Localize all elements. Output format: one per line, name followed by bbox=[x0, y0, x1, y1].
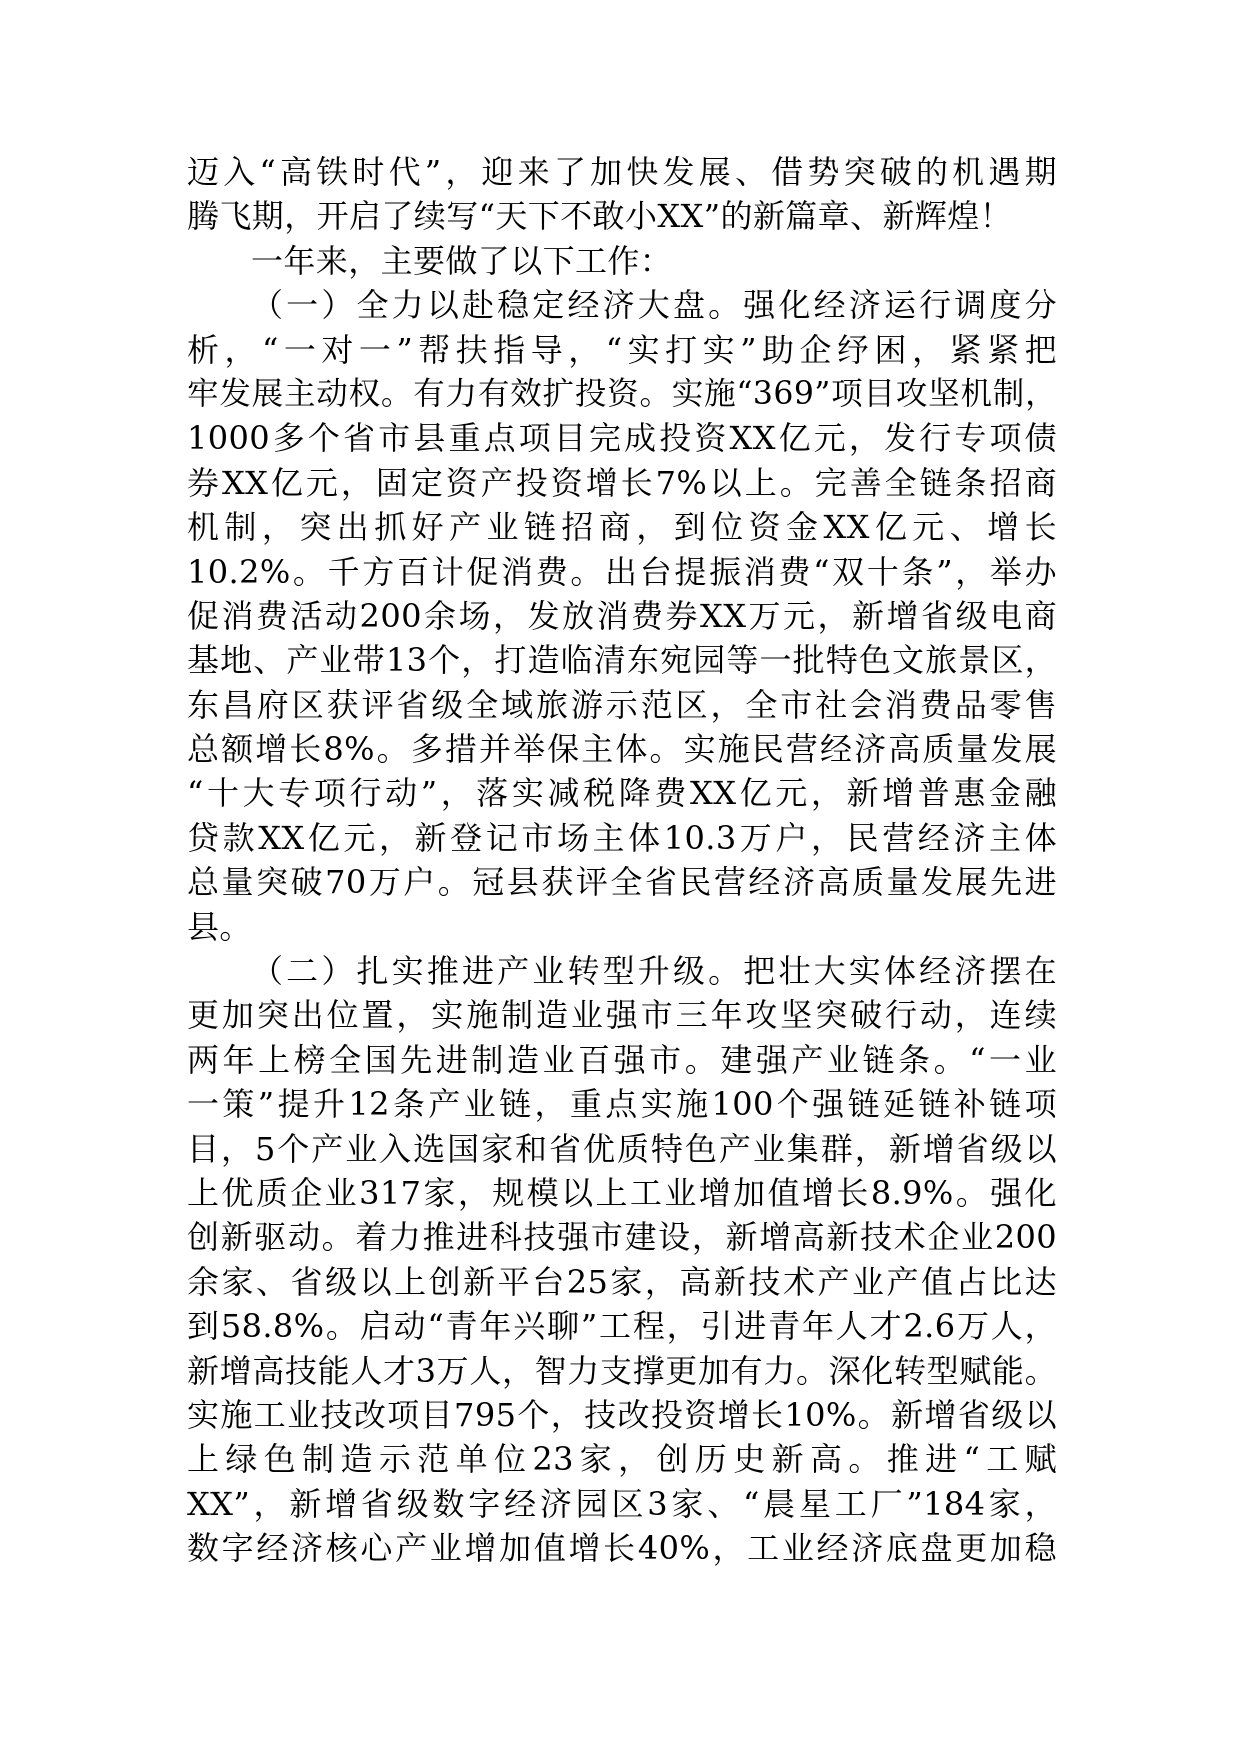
text-line: 总量突破70万户。冠县获评全省民营经济高质量发展先进 bbox=[187, 863, 1057, 902]
text-line: 目，5个产业入选国家和省优质特色产业集群，新增省级以 bbox=[187, 1129, 1057, 1168]
text-line: 新增高技能人才3万人，智力支撑更加有力。深化转型赋能。 bbox=[187, 1351, 1057, 1390]
text-line: 数字经济核心产业增加值增长40%，工业经济底盘更加稳 bbox=[187, 1529, 1057, 1568]
text-line: 余家、省级以上创新平台25家，高新技术产业产值占比达 bbox=[187, 1262, 1057, 1301]
text-line: 实施工业技改项目795个，技改投资增长10%。新增省级以 bbox=[187, 1395, 1057, 1434]
text-line: 析，“一对一”帮扶指导，“实打实”助企纾困，紧紧把 bbox=[187, 330, 1057, 369]
text-line: 迈入“高铁时代”，迎来了加快发展、借势突破的机遇期 bbox=[187, 153, 1057, 191]
text-line: 牢发展主动权。有力有效扩投资。实施“369”项目攻坚机制， bbox=[187, 375, 1057, 412]
text-line: 创新驱动。着力推进科技强市建设，新增高新技术企业200 bbox=[187, 1218, 1057, 1257]
text-line: 促消费活动200余场，发放消费券XX万元，新增省级电商 bbox=[187, 596, 1057, 635]
text-line: 机制，突出抓好产业链招商，到位资金XX亿元、增长 bbox=[187, 508, 1057, 547]
body-text bbox=[187, 150, 1057, 1571]
text-line: 总额增长8%。多措并举保主体。实施民营经济高质量发展 bbox=[187, 730, 1057, 769]
text-line: 上绿色制造示范单位23家，创历史新高。推进“工赋 bbox=[187, 1440, 1057, 1479]
text-line: 上优质企业317家，规模以上工业增加值增长8.9%。强化 bbox=[187, 1173, 1057, 1212]
text-line: 券XX亿元，固定资产投资增长7%以上。完善全链条招商 bbox=[187, 463, 1057, 502]
text-line: （一）全力以赴稳定经济大盘。强化经济运行调度分 bbox=[251, 286, 1057, 325]
text-line: 一策”提升12条产业链，重点实施100个强链延链补链项 bbox=[187, 1085, 1057, 1124]
text-line: （二）扎实推进产业转型升级。把壮大实体经济摆在 bbox=[251, 952, 1057, 991]
text-line: XX”，新增省级数字经济园区3家、“晨星工厂”184家， bbox=[187, 1484, 1057, 1523]
text-line: 基地、产业带13个，打造临清东宛园等一批特色文旅景区， bbox=[187, 641, 1057, 680]
text-line: 到58.8%。启动“青年兴聊”工程，引进青年人才2.6万人， bbox=[187, 1307, 1057, 1346]
text-line: 贷款XX亿元，新登记市场主体10.3万户，民营经济主体 bbox=[187, 818, 1057, 857]
text-line: 两年上榜全国先进制造业百强市。建强产业链条。“一业 bbox=[187, 1040, 1057, 1079]
text-line: 一年来，主要做了以下工作： bbox=[251, 241, 673, 280]
text-line: 腾飞期，开启了续写“天下不敢小XX”的新篇章、新辉煌！ bbox=[187, 197, 1013, 236]
text-line: 县。 bbox=[187, 907, 252, 946]
text-line: 1000多个省市县重点项目完成投资XX亿元，发行专项债 bbox=[187, 419, 1057, 458]
text-line: “十大专项行动”，落实减税降费XX亿元，新增普惠金融 bbox=[187, 774, 1057, 813]
text-line: 更加突出位置，实施制造业强市三年攻坚突破行动，连续 bbox=[187, 996, 1057, 1035]
text-line: 东昌府区获评省级全域旅游示范区，全市社会消费品零售 bbox=[187, 685, 1057, 724]
text-line: 10.2%。千方百计促消费。出台提振消费“双十条”，举办 bbox=[187, 552, 1057, 591]
